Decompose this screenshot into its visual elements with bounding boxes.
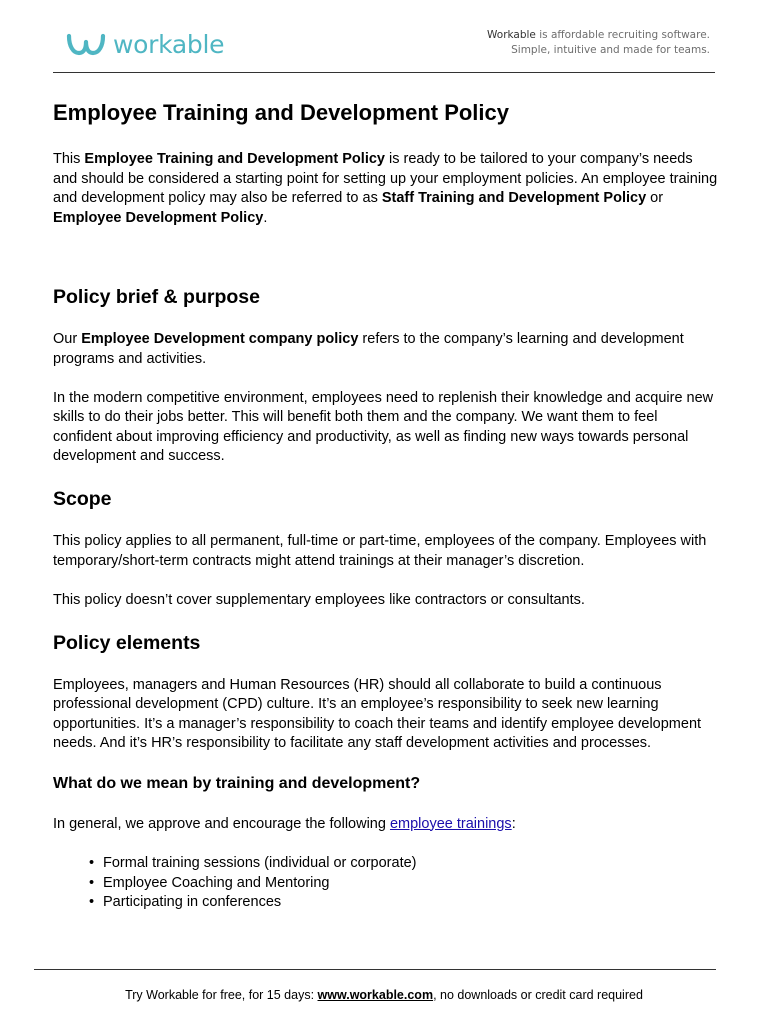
elements-paragraph-1: Employees, managers and Human Resources (HR) should all collaborate to build a continuous professional development (CPD) culture. It’s an employee’s responsibility to seek new learning opportunities. It’s a manager’s responsibility to coach their teams and identify employee development needs. And it’s HR’s responsibility to facilitate any staff development activities and processes. [53,676,702,751]
intro-bold-2: Staff Training and Development Policy [381,190,647,206]
intro-text-2: is ready to be tailored to your company’s needs and should be considered a starting point for setting up your employment policies. An employee training and development policy may also be referred to as [53,151,718,206]
brief-bold-1: Employee Development company policy [81,331,359,347]
logo-wordmark: workable [113,30,225,59]
section-heading-elements: Policy elements [53,631,201,654]
tagline-brand: Workable [487,29,536,41]
brief-paragraph-1 [53,330,718,369]
bullet-icon: • [89,874,95,891]
footer-text-2: , no downloads or credit card required [433,988,643,1002]
elements-text-2: : [511,815,516,832]
tagline-line1: is affordable recruiting software. [535,29,710,41]
intro-bold-1: Employee Training and Development Policy [84,151,385,167]
list-item-text: Participating in conferences [103,894,282,910]
intro-text-1: This [53,151,85,167]
footer-divider [34,969,716,970]
list-item-text: Employee Coaching and Mentoring [103,874,330,891]
list-item [83,854,718,874]
header-tagline [487,28,710,58]
intro-text-4: . [263,209,268,226]
tagline-line2: Simple, intuitive and made for teams. [511,44,710,56]
brief-paragraph-2: In the modern competitive environment, employees need to replenish their knowledge and acquire new skills to do their jobs better. This will benefit both them and the company. We want them to feel confident about improving efficiency and productivity, as well as finding new ways towards personal development and success. [53,389,714,464]
brief-text-2: refers to the company’s learning and development programs and activities. [53,331,684,367]
bullet-icon: • [89,855,95,871]
workable-logo[interactable] [66,28,224,62]
scope-paragraph-1: This policy applies to all permanent, full-time or part-time, employees of the company. Employees with temporary/short-term contracts might attend trainings at their manager’s discretion. [53,533,707,569]
training-types-list [53,854,718,913]
employee-trainings-link[interactable]: employee trainings [389,815,512,832]
scope-paragraph-2: This policy doesn’t cover supplementary employees like contractors or consultants. [53,591,585,608]
header-divider [53,72,715,73]
footer-text-1: Try Workable for free, for 15 days: [125,988,318,1002]
workable-site-link[interactable]: www.workable.com [317,988,434,1002]
intro-bold-3: Employee Development Policy [53,209,264,226]
list-item [83,893,718,913]
list-item-text: Formal training sessions (individual or corporate) [103,855,417,871]
elements-paragraph-2 [53,815,718,835]
document-title: Employee Training and Development Policy [53,100,510,125]
subheading-training-meaning: What do we mean by training and development? [53,775,421,792]
workable-logo-icon [66,32,106,58]
elements-text-1: In general, we approve and encourage the following [53,815,390,832]
document-body [53,98,718,913]
section-heading-scope: Scope [53,488,112,510]
section-heading-brief: Policy brief & purpose [53,286,260,308]
page-header [0,0,768,74]
intro-text-3: or [646,190,664,206]
brief-text-1: Our [53,331,82,347]
page-footer [0,987,768,1003]
intro-paragraph [53,150,718,228]
list-item [83,874,718,894]
bullet-icon: • [89,894,95,910]
